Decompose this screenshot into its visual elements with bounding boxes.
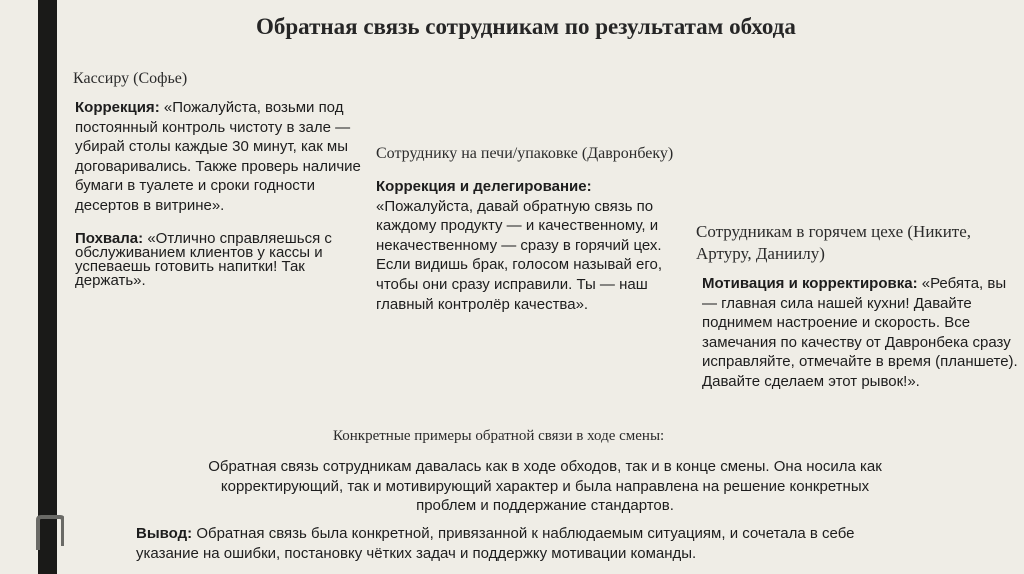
examples-caption: Конкретные примеры обратной связи в ходе смены: [333,428,665,444]
praise-text: «Отлично справляешься с обслуживанием клиентов у кассы и успеваешь готовить напитки! Так держать». [75,230,332,289]
delegation-text: «Пожалуйста, давай обратную связь по каждому продукту — и качественному, и некачественному — сразу в горячий цех. Если видишь брак, голосом называй его, чтобы они сразу исправили. Ты — наш главный контролёр качества». [376,197,663,313]
praise-label: Похвала: [75,230,144,247]
summary-text: Обратная связь сотрудникам давалась как в ходе обходов, так и в конце смены. Она носила как корректирующий, так и мотивирующий характер и была направлена на решение конкретных проблем и поддержание стандартов. [208,458,882,515]
section-hot-shop-body [702,274,1020,392]
section-cashier-correction [75,98,371,216]
motivation-label: Мотивация и корректировка: [702,275,918,292]
conclusion-label: Вывод: [136,525,193,542]
section-hot-shop-heading: Сотрудникам в горячем цехе (Никите, Артуру, Даниилу) [696,222,972,263]
conclusion [136,524,916,564]
section-cashier-praise [75,232,365,288]
left-accent-bar [38,0,57,574]
page-title: Обратная связь сотрудникам по результатам обхода [256,14,796,39]
section-oven-body [376,177,698,314]
correction-label: Коррекция: [75,99,160,116]
delegation-label: Коррекция и делегирование: [376,178,592,195]
section-oven-heading: Сотруднику на печи/упаковке (Давронбеку) [376,145,674,162]
corner-bracket-logo-icon [34,514,64,550]
correction-text: «Пожалуйста, возьми под постоянный контроль чистоту в зале — убирай столы каждые 30 минут, как мы договаривались. Также проверь наличие бумаги в туалете и сроки годности десертов в витрине». [75,99,361,214]
motivation-text: «Ребята, вы — главная сила нашей кухни! Давайте поднимем настроение и скорость. Все замечания по качеству от Давронбека сразу исправляйте, отмечайте в время (планшете). Давайте сделаем этот рывок!». [702,275,1018,390]
section-cashier-heading: Кассиру (Софье) [73,70,188,87]
conclusion-text: Обратная связь была конкретной, привязанной к наблюдаемым ситуациям, и сочетала в себе указание на ошибки, постановку чётких задач и поддержку мотивации команды. [136,525,855,562]
